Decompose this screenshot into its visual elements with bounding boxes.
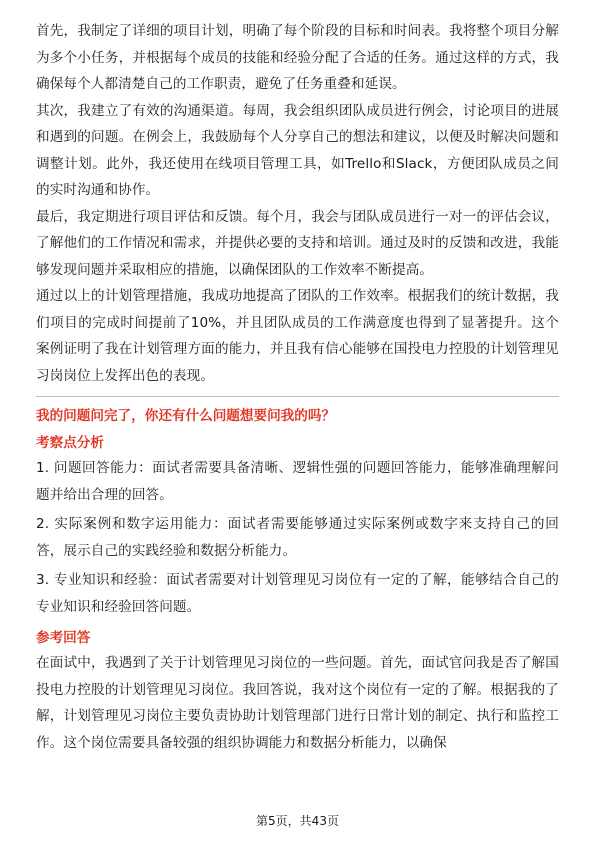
- body-paragraph-2: 其次，我建立了有效的沟通渠道。每周，我会组织团队成员进行例会，讨论项目的进展和遇到的问题。在例会上，我鼓励每个人分享自己的想法和建议，以便及时解决问题和调整计划。此外，我还使用在线项目管理工具，如Trello和Slack，方便团队成员之间的实时沟通和协作。: [36, 102, 559, 198]
- document-page: [36, 18, 559, 756]
- question-heading: 我的问题问完了，你还有什么问题想要问我的吗？: [36, 408, 336, 424]
- analysis-item-1: 1. 问题回答能力：面试者需要具备清晰、逻辑性强的问题回答能力，能够准确理解问题并给出合理的回答。: [36, 460, 559, 503]
- analysis-heading: 考察点分析: [36, 435, 104, 451]
- body-paragraph-4: 通过以上的计划管理措施，我成功地提高了团队的工作效率。根据我们的统计数据，我们项目的完成时间提前了10%，并且团队成员的工作满意度也得到了显著提升。这个案例证明了我在计划管理方面的能力，并且我有信心能够在国投电力控股的计划管理见习岗岗位上发挥出色的表现。: [36, 288, 559, 384]
- analysis-item-2: 2. 实际案例和数字运用能力：面试者需要能够通过实际案例或数字来支持自己的回答，展示自己的实践经验和数据分析能力。: [36, 516, 559, 559]
- body-paragraph-3: 最后，我定期进行项目评估和反馈。每个月，我会与团队成员进行一对一的评估会议，了解他们的工作情况和需求，并提供必要的支持和培训。通过及时的反馈和改进，我能够发现问题并采取相应的措施，以确保团队的工作效率不断提高。: [36, 208, 559, 278]
- analysis-item-3: 3. 专业知识和经验：面试者需要对计划管理见习岗位有一定的了解，能够结合自己的专业知识和经验回答问题。: [36, 572, 559, 615]
- section-divider: [36, 396, 559, 397]
- body-paragraph-1: 首先，我制定了详细的项目计划，明确了每个阶段的目标和时间表。我将整个项目分解为多个小任务，并根据每个成员的技能和经验分配了合适的任务。通过这样的方式，我确保每个人都清楚自己的工作职责，避免了任务重叠和延误。: [36, 23, 559, 92]
- page-number-footer: 第5页，共43页: [256, 814, 339, 828]
- reference-answer: 在面试中，我遇到了关于计划管理见习岗位的一些问题。首先，面试官问我是否了解国投电力控股的计划管理见习岗位。我回答说，我对这个岗位有一定的了解。根据我的了解，计划管理见习岗位主要负责协助计划管理部门进行日常计划的制定、执行和监控工作。这个岗位需要具备较强的组织协调能力和数据分析能力，以确保: [36, 655, 559, 751]
- reference-heading: 参考回答: [36, 630, 91, 646]
